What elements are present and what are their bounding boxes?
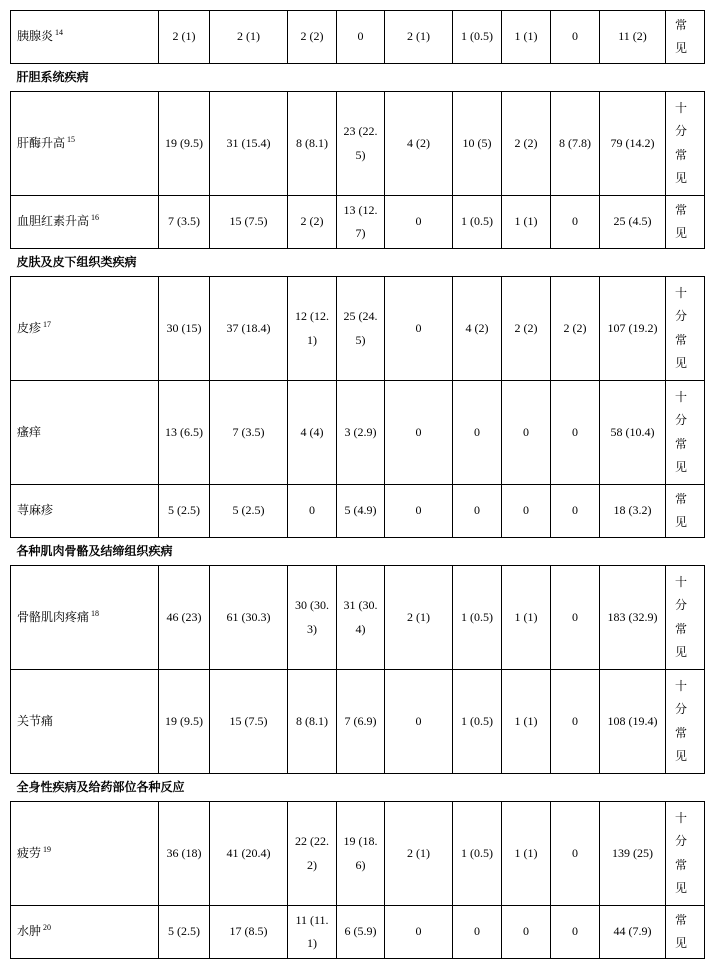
value-cell: 6 (5.9) [337, 906, 385, 959]
value-cell: 11 (11.1) [288, 906, 337, 959]
value-cell: 7 (3.5) [159, 196, 210, 249]
value-cell: 0 [385, 670, 453, 774]
value-cell: 13 (6.5) [159, 381, 210, 485]
value-cell: 5 (4.9) [337, 485, 385, 538]
value-cell: 0 [551, 802, 600, 906]
value-cell: 0 [385, 906, 453, 959]
value-cell: 2 (2) [288, 11, 337, 64]
total-cell: 44 (7.9) [600, 906, 666, 959]
value-cell: 7 (3.5) [210, 381, 288, 485]
total-cell: 107 (19.2) [600, 277, 666, 381]
term-cell [11, 906, 159, 959]
value-cell: 46 (23) [159, 566, 210, 670]
value-cell: 0 [502, 381, 551, 485]
frequency-cell: 十分常见 [666, 277, 705, 381]
value-cell: 31 (30.4) [337, 566, 385, 670]
value-cell: 1 (0.5) [453, 802, 502, 906]
table-row [11, 485, 705, 538]
term-ref: 17 [43, 319, 52, 329]
frequency-cell: 十分常见 [666, 566, 705, 670]
total-cell: 79 (14.2) [600, 92, 666, 196]
value-cell: 15 (7.5) [210, 196, 288, 249]
value-cell: 19 (18.6) [337, 802, 385, 906]
frequency-cell: 常见 [666, 11, 705, 64]
term-name: 疲劳 [17, 845, 42, 860]
value-cell: 0 [502, 485, 551, 538]
value-cell: 25 (24.5) [337, 277, 385, 381]
term-ref: 18 [91, 608, 100, 618]
term-ref: 20 [43, 923, 52, 933]
value-cell: 0 [551, 485, 600, 538]
table-row [11, 196, 705, 249]
frequency-cell: 常见 [666, 485, 705, 538]
frequency-cell: 十分常见 [666, 802, 705, 906]
value-cell: 2 (1) [159, 11, 210, 64]
value-cell: 41 (20.4) [210, 802, 288, 906]
table-row [11, 802, 705, 906]
value-cell: 2 (1) [385, 802, 453, 906]
total-cell: 18 (3.2) [600, 485, 666, 538]
value-cell: 10 (5) [453, 92, 502, 196]
value-cell: 23 (22.5) [337, 92, 385, 196]
table-row [11, 906, 705, 959]
term-ref: 14 [55, 28, 64, 38]
term-name: 胰腺炎 [17, 29, 54, 44]
term-name: 肝酶升高 [17, 135, 66, 150]
value-cell: 1 (1) [502, 670, 551, 774]
total-cell: 108 (19.4) [600, 670, 666, 774]
value-cell: 1 (1) [502, 11, 551, 64]
value-cell: 0 [551, 196, 600, 249]
value-cell: 30 (30.3) [288, 566, 337, 670]
value-cell: 36 (18) [159, 802, 210, 906]
frequency-cell: 常见 [666, 906, 705, 959]
value-cell: 0 [551, 381, 600, 485]
total-cell: 58 (10.4) [600, 381, 666, 485]
value-cell: 1 (1) [502, 196, 551, 249]
value-cell: 22 (22.2) [288, 802, 337, 906]
value-cell: 0 [551, 670, 600, 774]
value-cell: 31 (15.4) [210, 92, 288, 196]
term-cell [11, 670, 159, 774]
value-cell: 4 (2) [385, 92, 453, 196]
value-cell: 12 (12.1) [288, 277, 337, 381]
section-title: 肝胆系统疾病 [11, 64, 705, 92]
value-cell: 13 (12.7) [337, 196, 385, 249]
value-cell: 1 (1) [502, 802, 551, 906]
value-cell: 1 (0.5) [453, 196, 502, 249]
total-cell: 11 (2) [600, 11, 666, 64]
total-cell: 183 (32.9) [600, 566, 666, 670]
value-cell: 7 (6.9) [337, 670, 385, 774]
value-cell: 15 (7.5) [210, 670, 288, 774]
value-cell: 8 (7.8) [551, 92, 600, 196]
value-cell: 0 [385, 277, 453, 381]
section-row [11, 249, 705, 277]
term-name: 水肿 [17, 924, 42, 939]
term-ref: 19 [43, 844, 52, 854]
table-row [11, 381, 705, 485]
frequency-cell: 十分常见 [666, 381, 705, 485]
value-cell: 0 [453, 381, 502, 485]
total-cell: 25 (4.5) [600, 196, 666, 249]
table-row [11, 92, 705, 196]
value-cell: 1 (0.5) [453, 11, 502, 64]
value-cell: 3 (2.9) [337, 381, 385, 485]
value-cell: 0 [551, 11, 600, 64]
section-row [11, 538, 705, 566]
value-cell: 0 [337, 11, 385, 64]
value-cell: 0 [385, 196, 453, 249]
frequency-cell: 常见 [666, 196, 705, 249]
value-cell: 61 (30.3) [210, 566, 288, 670]
term-cell [11, 92, 159, 196]
value-cell: 5 (2.5) [159, 485, 210, 538]
value-cell: 5 (2.5) [159, 906, 210, 959]
term-cell [11, 485, 159, 538]
section-row [11, 64, 705, 92]
value-cell: 1 (1) [502, 566, 551, 670]
value-cell: 2 (1) [210, 11, 288, 64]
section-row [11, 774, 705, 802]
value-cell: 2 (2) [502, 277, 551, 381]
value-cell: 0 [551, 906, 600, 959]
value-cell: 19 (9.5) [159, 670, 210, 774]
adverse-reaction-table [10, 10, 705, 959]
term-name: 血胆红素升高 [17, 214, 90, 229]
value-cell: 2 (2) [502, 92, 551, 196]
term-ref: 16 [91, 213, 100, 223]
value-cell: 19 (9.5) [159, 92, 210, 196]
term-name: 关节痛 [17, 713, 54, 728]
frequency-cell: 十分常见 [666, 92, 705, 196]
value-cell: 5 (2.5) [210, 485, 288, 538]
value-cell: 0 [453, 485, 502, 538]
term-name: 瘙痒 [17, 424, 42, 439]
frequency-cell: 十分常见 [666, 670, 705, 774]
value-cell: 4 (4) [288, 381, 337, 485]
term-cell [11, 11, 159, 64]
value-cell: 0 [288, 485, 337, 538]
term-cell [11, 196, 159, 249]
term-name: 荨麻疹 [17, 503, 54, 518]
term-cell [11, 381, 159, 485]
section-title: 全身性疾病及给药部位各种反应 [11, 774, 705, 802]
term-name: 皮疹 [17, 320, 42, 335]
value-cell: 37 (18.4) [210, 277, 288, 381]
value-cell: 0 [551, 566, 600, 670]
term-name: 骨骼肌肉疼痛 [17, 609, 90, 624]
table-row [11, 277, 705, 381]
value-cell: 2 (1) [385, 11, 453, 64]
value-cell: 2 (1) [385, 566, 453, 670]
term-cell [11, 566, 159, 670]
table-row [11, 566, 705, 670]
value-cell: 0 [385, 381, 453, 485]
table-row [11, 670, 705, 774]
value-cell: 4 (2) [453, 277, 502, 381]
value-cell: 1 (0.5) [453, 566, 502, 670]
table-body [11, 11, 705, 959]
term-cell [11, 802, 159, 906]
value-cell: 0 [502, 906, 551, 959]
value-cell: 8 (8.1) [288, 92, 337, 196]
table-row [11, 11, 705, 64]
value-cell: 2 (2) [288, 196, 337, 249]
value-cell: 1 (0.5) [453, 670, 502, 774]
term-cell [11, 277, 159, 381]
section-title: 皮肤及皮下组织类疾病 [11, 249, 705, 277]
value-cell: 2 (2) [551, 277, 600, 381]
term-ref: 15 [67, 134, 76, 144]
value-cell: 30 (15) [159, 277, 210, 381]
section-title: 各种肌肉骨骼及结缔组织疾病 [11, 538, 705, 566]
value-cell: 8 (8.1) [288, 670, 337, 774]
value-cell: 0 [453, 906, 502, 959]
value-cell: 0 [385, 485, 453, 538]
value-cell: 17 (8.5) [210, 906, 288, 959]
total-cell: 139 (25) [600, 802, 666, 906]
